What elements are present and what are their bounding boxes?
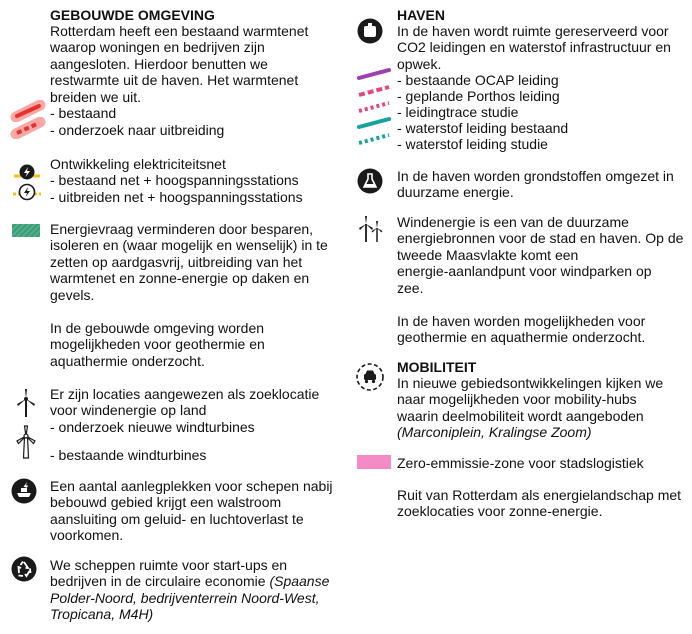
wind-energy-icon <box>358 215 384 243</box>
section-heading-mobiliteit: MOBILITEIT <box>397 359 477 375</box>
circular-economy-icon <box>11 556 37 582</box>
legend-label-ocap: - bestaande OCAP leiding <box>397 72 559 88</box>
porthos-pipeline-icon <box>356 84 392 98</box>
mobility-hub-icon <box>355 362 385 392</box>
district-heat-expansion-icon <box>10 117 46 139</box>
legend-label-hydrogen-study: - waterstof leiding studie <box>397 136 548 152</box>
pipeline-study-icon <box>356 100 392 114</box>
legend-label-grid-existing: - bestaand net + hoogspanningsstations <box>50 172 299 188</box>
legend-label-grid-expand: - uitbreiden net + hoogspanningsstations <box>50 189 303 205</box>
mobility-plain: In nieuwe gebiedsontwikkelingen kijken we naar mogelijkheden voor mobility-hubs waarin deelmobiliteit wordt aangeboden <box>397 375 664 424</box>
zero-emission-text: Zero-emmissie-zone voor stadslogistiek <box>397 455 644 471</box>
substation-expand-icon <box>12 182 42 202</box>
mobility-locations: (Marconiplein, Kralingse Zoom) <box>397 424 592 441</box>
haven-intro: In de haven wordt ruimte gereserveerd voor CO2 leidingen en waterstof infrastructuur en opwek. <box>397 23 671 72</box>
legend-label-district-heat-existing: - bestaand <box>50 105 117 121</box>
raw-materials-icon <box>357 168 383 194</box>
wind-turbine-existing-icon <box>14 425 38 459</box>
zero-emission-zone-swatch <box>357 455 391 469</box>
district-heating-intro: Rotterdam heeft een bestaand warmtenet waarop woningen en bedrijven zijn aangesloten. Hierdoor benutten we restwarmte uit de haven. Het warmtenet breiden we uit. <box>50 23 309 105</box>
circular-economy-plain: We scheppen ruimte voor start-ups en bedrijven in de circulaire economie <box>50 557 288 590</box>
section-heading-gebouwde-omgeving: GEBOUWDE OMGEVING <box>50 7 215 23</box>
circular-economy-text <box>50 557 329 623</box>
raw-materials-text: In de haven worden grondstoffen omgezet in duurzame energie. <box>397 168 674 201</box>
hydrogen-icon <box>357 18 383 44</box>
mobility-text <box>397 375 663 441</box>
geothermal-city-text: In de gebouwde omgeving worden mogelijkheden voor geothermie en aquathermie onderzocht. <box>50 320 265 369</box>
shore-power-text: Een aantal aanlegplekken voor schepen nabij bebouwd gebied krijgt een walstroom aansluiting om geluid- en luchtoverlast te voorkomen. <box>50 478 333 544</box>
solar-ring-text: Ruit van Rotterdam als energielandschap met zoeklocaties voor zonne-energie. <box>397 487 682 520</box>
hydrogen-pipeline-study-icon <box>356 132 392 146</box>
wind-existing-text: - bestaande windturbines <box>50 447 207 463</box>
wind-port-text: Windenergie is een van de duurzame energiebronnen voor de stad en haven. Op de tweede Maasvlakte komt een energie-aanlandpunt voor windparken op zee. <box>397 214 684 296</box>
hydrogen-pipeline-existing-icon <box>356 116 392 130</box>
wind-land-text: Er zijn locaties aangewezen als zoeklocatie voor windenergie op land - onderzoek nieuwe windturbines <box>50 386 320 435</box>
legend-label-pipeline-study: - leidingtrace studie <box>397 104 519 120</box>
section-heading-haven: HAVEN <box>397 7 445 23</box>
electricity-grid-title: Ontwikkeling elektriciteitsnet <box>50 156 226 172</box>
legend-label-district-heat-expansion: - onderzoek naar uitbreiding <box>50 122 225 138</box>
energy-demand-text: Energievraag verminderen door besparen, isoleren en (waar mogelijk en wenselijk) in te zetten op aardgasvrij, uitbreiding van het warmtenet en zonne-energie op daken en gevels. <box>50 221 328 303</box>
shore-power-icon <box>11 478 37 504</box>
ocap-pipeline-icon <box>356 67 392 81</box>
substation-existing-icon <box>12 162 42 182</box>
geothermal-port-text: In de haven worden mogelijkheden voor geothermie en aquathermie onderzocht. <box>397 313 646 346</box>
legend-label-porthos: - geplande Porthos leiding <box>397 88 560 104</box>
legend-label-hydrogen-existing: - waterstof leiding bestaand <box>397 120 569 136</box>
circular-economy-locations: (Spaanse Polder-Noord, bedrijventerrein Noord-West, Tropicana, M4H) <box>50 573 330 623</box>
wind-turbine-new-icon <box>14 388 38 418</box>
energy-demand-swatch <box>12 224 40 237</box>
